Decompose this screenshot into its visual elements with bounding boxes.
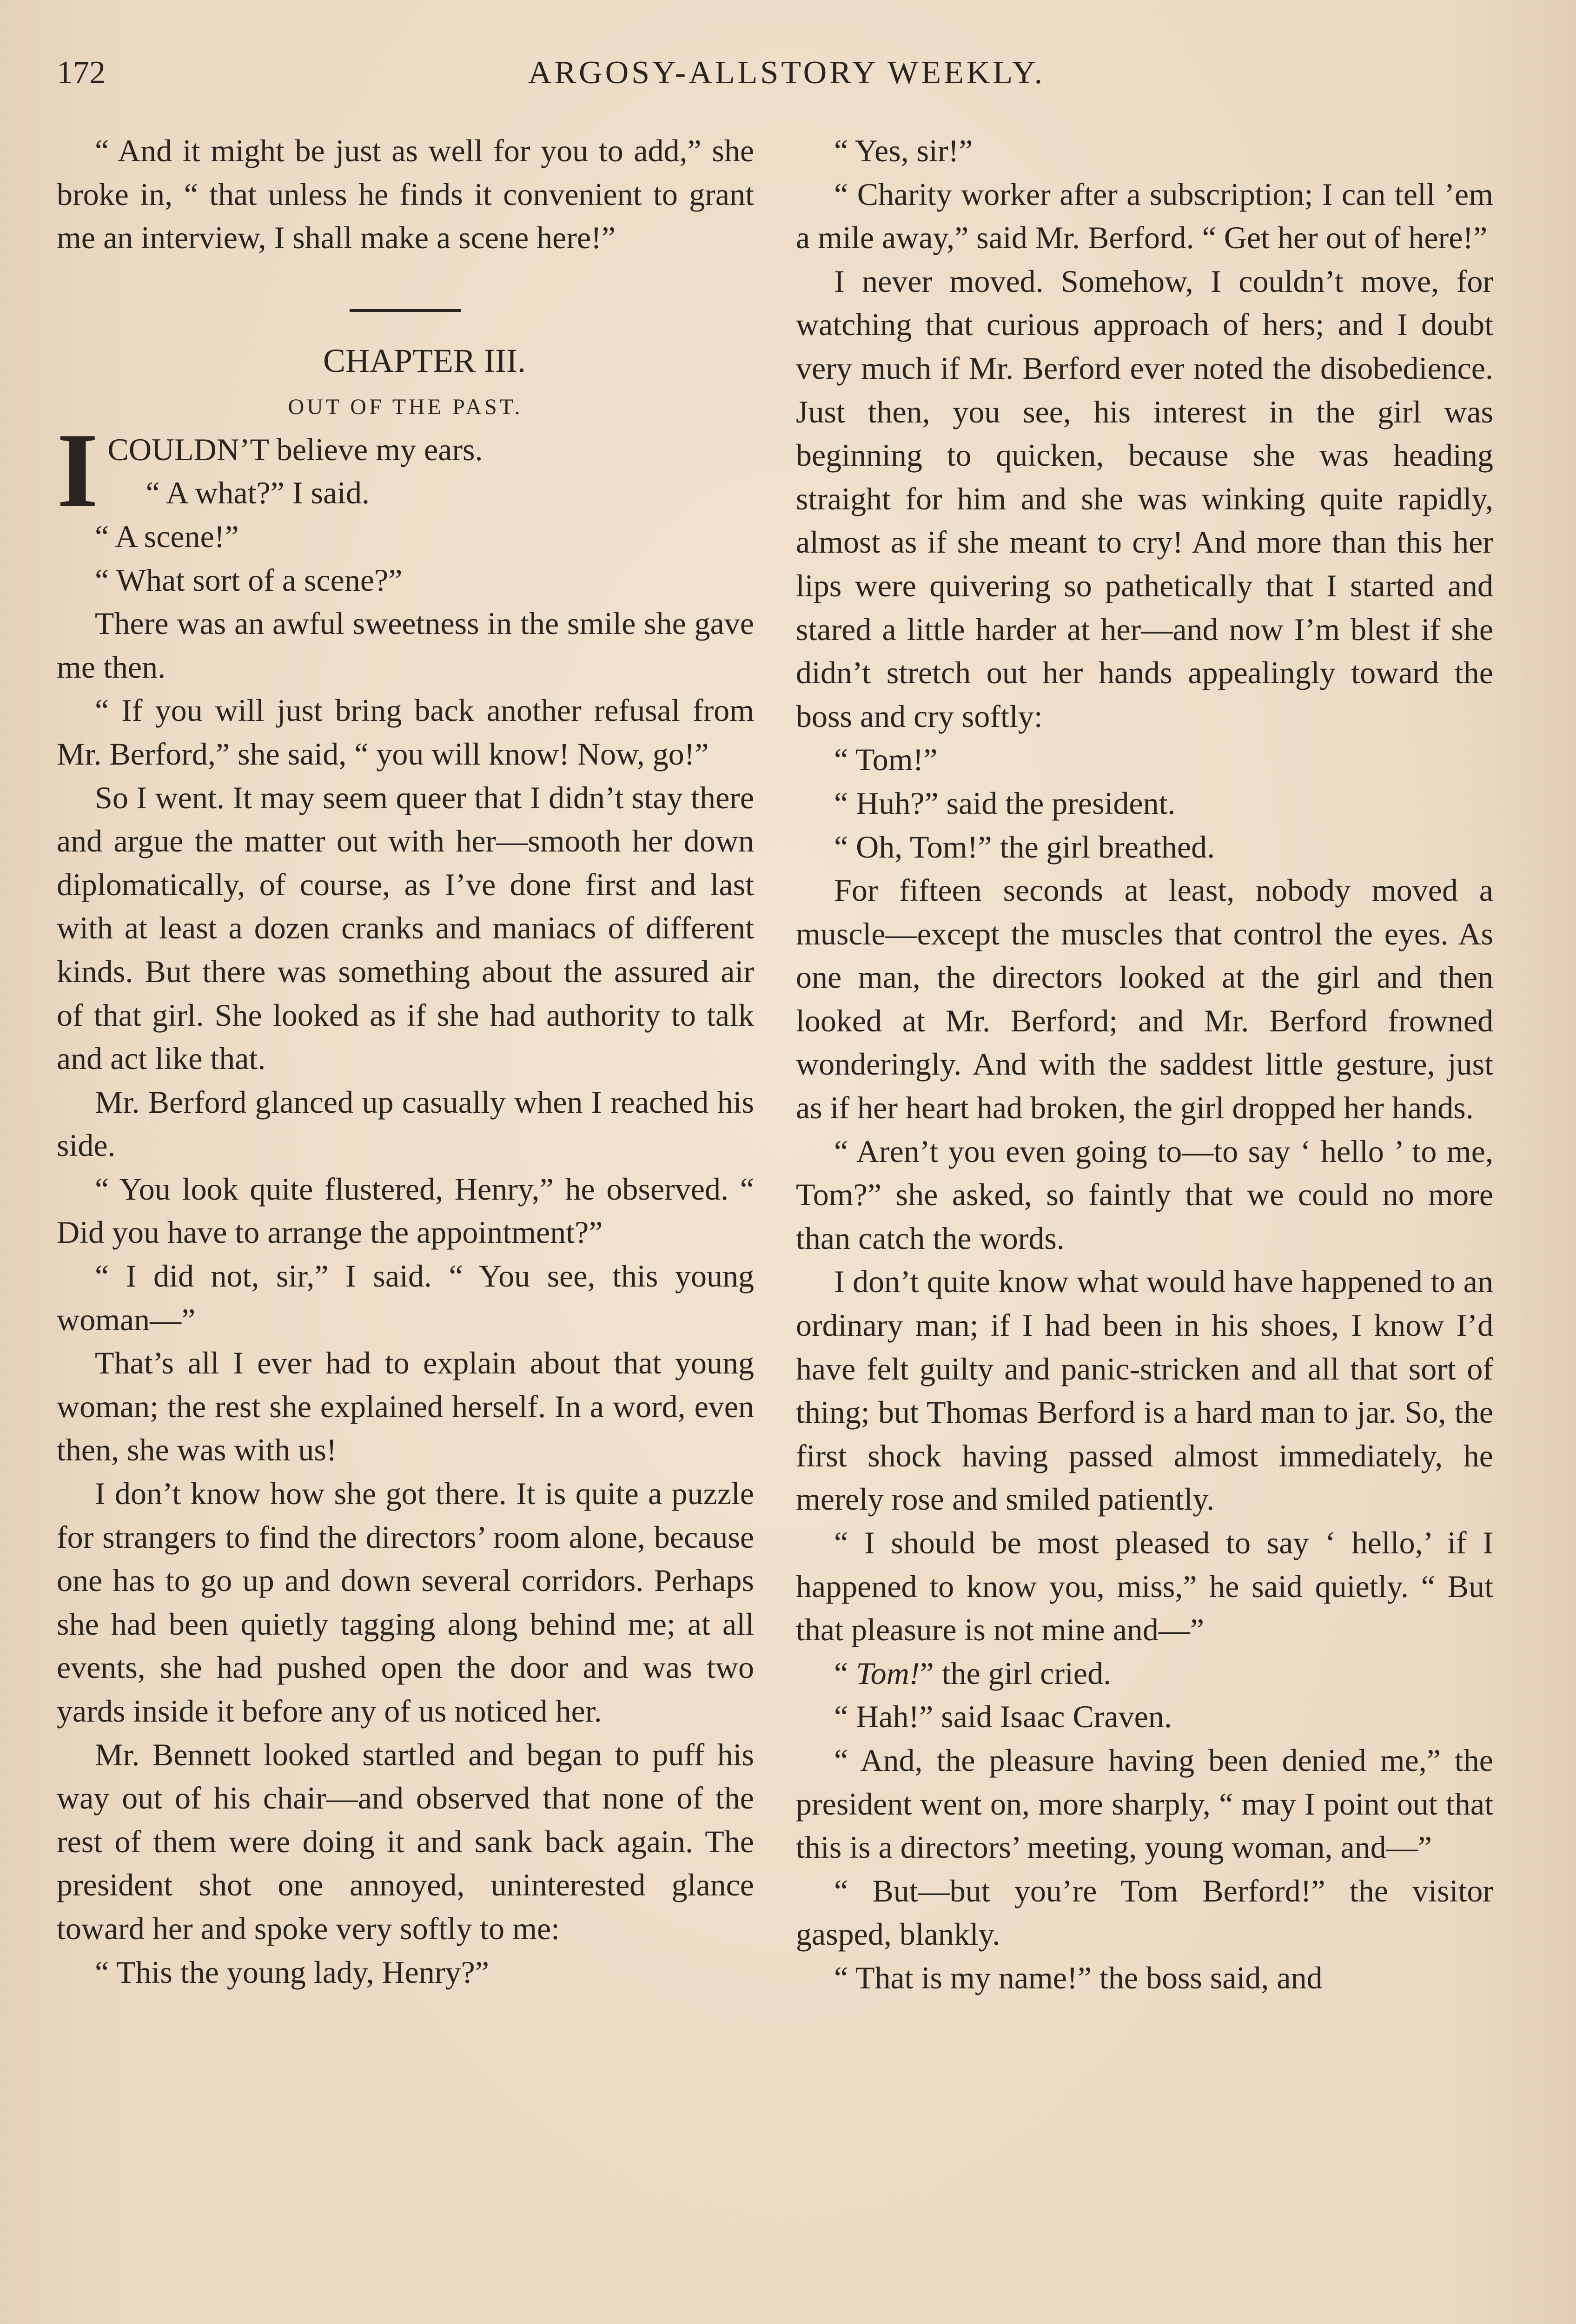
paragraph: “ Aren’t you even going to—to say ‘ hello ’ to me, Tom?” she asked, so faintly that we could no more than catch the words. [796, 1133, 1493, 1256]
paragraph: “ A what?” I said. [146, 475, 370, 511]
paragraph: “ Tom!” [834, 742, 938, 778]
paragraph-text: COULDN’T believe my ears. [107, 431, 483, 467]
paragraph: “ You look quite flustered, Henry,” he observed. “ Did you have to arrange the appointment?” [57, 1171, 754, 1250]
paragraph: “ What sort of a scene?” [95, 562, 403, 598]
paragraph: Mr. Bennett looked startled and began to puff his way out of his chair—and observed that none of the rest of them were doing it and sank back again. The president shot one annoyed, uninterested glance toward her and spoke very softly to me: [57, 1736, 754, 1946]
right-column [796, 129, 1493, 2000]
paragraph: “ Charity worker after a subscription; I can tell ’em a mile away,” said Mr. Berford. “ Get her out of here!” [796, 176, 1493, 256]
paragraph: “ And, the pleasure having been denied me,” the president went on, more sharply, “ may I point out that this is a directors’ meeting, young woman, and—” [796, 1742, 1493, 1865]
paragraph: “ Yes, sir!” [834, 133, 973, 168]
chapter-heading: CHAPTER III. [323, 342, 526, 379]
emphasized-text: Tom! [856, 1655, 920, 1691]
paragraph: I don’t quite know what would have happened to an ordinary man; if I had been in his shoes, I know I’d have felt guilty and panic-stricken and all that sort of thing; but Thomas Berford is a hard man to jar. So, the first shock having passed almost immediately, he merely rose and smiled patiently. [796, 1264, 1493, 1517]
paragraph: I don’t know how she got there. It is quite a puzzle for strangers to find the directors’ room alone, because one has to go up and down several corridors. Perhaps she had been quietly tagging along behind me; at all events, she had pushed open the door and was two yards inside it before any of us noticed her. [57, 1476, 754, 1729]
drop-cap: I [57, 410, 99, 529]
paragraph: For fifteen seconds at least, nobody moved a muscle—except the muscles that control the eyes. As one man, the directors looked at the girl and then looked at Mr. Berford; and Mr. Berford frowned wonderingly. And with the saddest little gesture, just as if her heart had broken, the girl dropped her hands. [796, 872, 1493, 1126]
paragraph: That’s all I ever had to explain about that young woman; the rest she explained herself. In a word, even then, she was with us! [57, 1345, 754, 1468]
section-divider [350, 309, 461, 312]
paragraph: Mr. Berford glanced up casually when I reached his side. [57, 1084, 754, 1163]
paragraph-text: ” the girl cried. [920, 1655, 1112, 1691]
paragraph: “ If you will just bring back another refusal from Mr. Berford,” she said, “ you will know! Now, go!” [57, 693, 754, 772]
paragraph: “ But—but you’re Tom Berford!” the visitor gasped, blankly. [796, 1873, 1493, 1952]
paragraph: “ A scene!” [95, 518, 239, 554]
paragraph: “ And it might be just as well for you to add,” she broke in, “ that unless he finds it convenient to grant me an interview, I shall make a scene here!” [57, 133, 754, 256]
paragraph: “ Huh?” said the president. [834, 785, 1176, 821]
running-head [57, 47, 1516, 99]
paragraph: There was an awful sweetness in the smile she gave me then. [57, 606, 754, 685]
left-column [57, 129, 754, 1994]
paragraph: “ I did not, sir,” I said. “ You see, this young woman—” [57, 1258, 754, 1337]
chapter-title: OUT OF THE PAST. [288, 394, 523, 419]
paragraph [796, 1652, 1493, 1696]
paragraph: So I went. It may seem queer that I didn’t stay there and argue the matter out with her—smooth her down diplomatically, of course, as I’ve done first and last with at least a dozen cranks and maniacs of different kinds. But there was something about the assured air of that girl. She looked as if she had authority to talk and act like that. [57, 779, 754, 1076]
page-number: 172 [57, 55, 106, 91]
paragraph: “ Hah!” said Isaac Craven. [834, 1699, 1172, 1735]
magazine-title: ARGOSY-ALLSTORY WEEKLY. [528, 55, 1046, 91]
paragraph: I never moved. Somehow, I couldn’t move, for watching that curious approach of hers; and I doubt very much if Mr. Berford ever noted the disobedience. Just then, you see, his interest in the girl was beginning to quicken, because she was heading straight for him and she was winking quite rapidly, almost as if she meant to cry! And more than this her lips were quivering so pathetically that I started and stared a little harder at her—and now I’m blest if she didn’t stretch out her hands appealingly toward the boss and cry softly: [796, 263, 1493, 734]
paragraph: “ That is my name!” the boss said, and [834, 1960, 1323, 1995]
paragraph: “ I should be most pleased to say ‘ hello,’ if I happened to know you, miss,” he said quietly. “ But that pleasure is not mine and—” [796, 1525, 1493, 1648]
quote-open: “ [834, 1655, 856, 1691]
paragraph: “ Oh, Tom!” the girl breathed. [834, 829, 1215, 865]
paragraph: “ This the young lady, Henry?” [95, 1954, 489, 1990]
